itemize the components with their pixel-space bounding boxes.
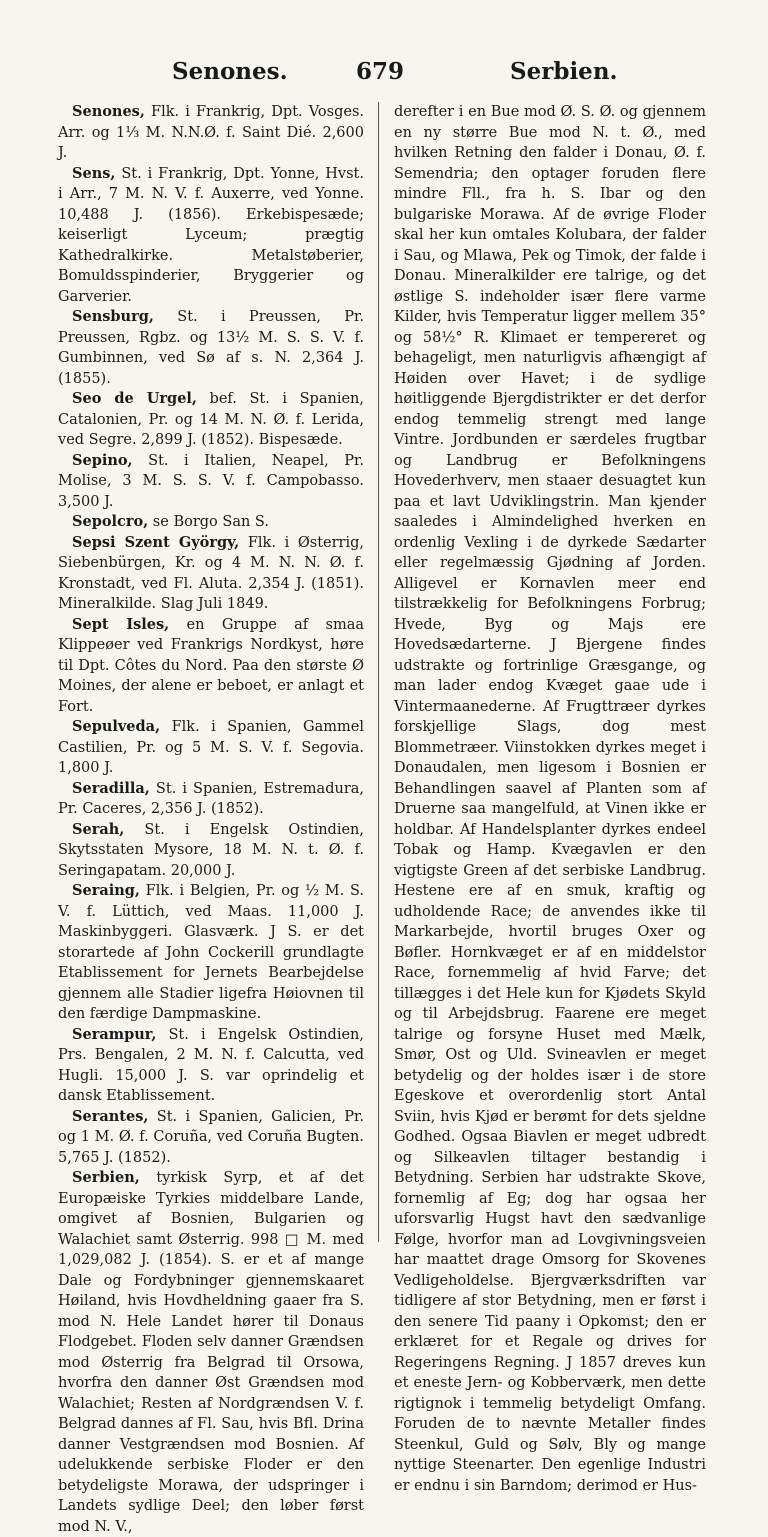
entry-sepulveda	[58, 717, 364, 779]
running-header	[0, 58, 768, 92]
entry-text: en Gruppe af smaa Klippeøer ved Frankrigs Nordkyst, høre til Dpt. Côtes du Nord. Paa den største Ø Moines, der alene er beboet, er anlagt et Fort.	[58, 616, 364, 715]
serbien-continuation: derefter i en Bue mod Ø. S. Ø. og gjennem en ny større Bue mod N. t. Ø., med hvilken Retning den falder i Donau, Ø. f. Semendria; den optager foruden flere mindre Fll., fra h. S. Ibar og den bulgariske Morawa. Af de øvrige Floder skal her kun omtales Kolubara, der falder i Sau, og Mlawa, Pek og Timok, der falde i Donau. Mineralkilder ere talrige, og det østlige S. indeholder især flere varme Kilder, hvis Temperatur ligger mellem 35° og 58½° R. Klimaet er tempereret og behageligt, men naturligvis afhængigt af Høiden over Havet; i de sydlige høitliggende Bjergdistrikter er det derfor endog temmelig strengt med lange Vintre. Jordbunden er særdeles frugtbar og Landbrug er Befolkningens Hovederhverv, men staaer desuagtet kun paa et lavt Udviklingstrin. Man kjender saaledes i Almindelighed hverken en ordenlig Vexling i de dyrkede Sædarter eller regelmæssig Gjødning af Jorden. Alligevel er Kornavlen meer end tilstrækkelig for Befolkningens Forbrug; Hvede, Byg og Majs ere Hovedsædarterne. J Bjergene findes udstrakte og fortrinlige Græsgange, og man lader endog Kvæget gaae ude i Vintermaanederne. Af Frugttræer dyrkes forskjellige Slags, dog mest Blommetræer. Viinstokken dyrkes meget i Donaudalen, men ligesom i Bosnien er Behandlingen saavel af Planten som af Druerne saa mangelfuld, at Vinen ikke er holdbar. Af Handelsplanter dyrkes endeel Tobak og Hamp. Kvægavlen er den vigtigste Green af det serbiske Landbrug. Hestene ere af en smuk, kraftig og udholdende Race; de anvendes ikke til Markarbejde, hvortil bruges Oxer og Bøfler. Hornkvæget er af en middelstor Race, fornemmelig af hvid Farve; det tillægges i det Hele kun for Kjødets Skyld og til Arbejdsbrug. Faarene ere meget talrige og forsyne Huset med Mælk, Smør, Ost og Uld. Svineavlen er meget betydelig og der holdes især i de store Egeskove et overordenlig stort Antal Sviin, hvis Kjød er berømt for dets sjeldne Godhed. Ogsaa Biavlen er meget udbredt og Silkeavlen tiltager bestandig i Betydning. Serbien har udstrakte Skove, fornemlig af Eg; dog har ogsaa her uforsvarlig Hugst havt den sædvanlige Følge, hvorfor man ad Lovgivningsveien har maattet drage Omsorg for Skovenes Vedligeholdelse. Bjergværksdriften var tidligere af stor Betydning, men er først i den senere Tid paany i Opkomst; den er erklæret for et Regale og drives for Regeringens Regning. J 1857 dreves kun et eneste Jern- og Kobberværk, men dette rigtignok i temmelig betydeligt Omfang. Foruden de to nævnte Metaller findes Steenkul, Guld og Sølv, Bly og mange nyttige Steenarter. Den egenlige Industri er endnu i sin Barndom; derimod er Hus-	[394, 104, 706, 1494]
headword: Sepsi Szent György,	[72, 533, 240, 551]
right-column	[394, 102, 706, 1494]
entry-sepsi-szent-gyorgy	[58, 533, 364, 615]
entry-text: St. i Engelsk Ostindien, Prs. Bengalen, 2 M. N. f. Calcutta, ved Hugli. 15,000 J. S. var oprindelig et dansk Etablissement.	[58, 1026, 364, 1104]
entry-sensburg	[58, 307, 364, 389]
entry-text: St. i Engelsk Ostindien, Skytsstaten Mysore, 18 M. N. t. Ø. f. Seringapatam. 20,000 J.	[58, 821, 364, 879]
headword: Sepulveda,	[72, 718, 161, 735]
entry-serantes	[58, 1107, 364, 1169]
headword: Senones,	[72, 103, 145, 120]
entry-serah	[58, 820, 364, 882]
headword: Sepolcro,	[72, 513, 149, 530]
entry-text: Flk. i Østerrig, Siebenbürgen, Kr. og 4 M. N. N. Ø. f. Kronstadt, ved Fl. Aluta. 2,354 J. (1851). Mineralkilde. Slag Juli 1849.	[58, 534, 365, 612]
entry-senones	[58, 102, 364, 164]
column-divider	[378, 102, 379, 1242]
entry-text: Flk. i Belgien, Pr. og ½ M. S. V. f. Lüttich, ved Maas. 11,000 J. Maskinbyggeri. Glasværk. J S. er det storartede af John Cockerill grundlagte Etablissement for Jernets Bearbejdelse gjennem alle Stadier ligefra Høiovnen til den færdige Dampmaskine.	[58, 883, 364, 1022]
headword: Sens,	[72, 164, 116, 182]
entry-text: bef. St. i Spanien, Catalonien, Pr. og 14 M. N. Ø. f. Lerida, ved Segre. 2,899 J. (1852). Bispesæde.	[58, 391, 364, 448]
entry-sepolcro	[58, 512, 364, 533]
entry-seraing	[58, 881, 364, 1025]
entry-serampur	[58, 1025, 364, 1107]
entry-text: St. i Frankrig, Dpt. Yonne, Hvst. i Arr., 7 M. N. V. f. Auxerre, ved Yonne. 10,488 J. (1856). Erkebispesæde; keiserligt Lyceum; prægtig Kathedralkirke. Metalstøberier, Bomuldsspinderier, Bryggerier og Garverier.	[58, 165, 364, 305]
headword: Sept Isles,	[72, 615, 170, 633]
headword: Serbien,	[72, 1169, 140, 1186]
entry-sept-isles	[58, 615, 364, 718]
headword: Serah,	[72, 820, 125, 838]
headword: Serantes,	[72, 1107, 149, 1125]
entry-text: St. i Spanien, Estremadura, Pr. Caceres, 2,356 J. (1852).	[58, 780, 364, 817]
entry-seradilla	[58, 779, 364, 820]
entry-text: Flk. i Frankrig, Dpt. Vosges. Arr. og 1⅓ M. N.N.Ø. f. Saint Dié. 2,600 J.	[58, 104, 364, 161]
headword: Seo de Urgel,	[72, 390, 197, 407]
entry-text: St. i Spanien, Galicien, Pr. og 1 M. Ø. f. Coruña, ved Coruña Bugten. 5,765 J. (1852).	[58, 1108, 364, 1166]
entry-text: St. i Preussen, Pr. Preussen, Rgbz. og 13½ M. S. S. V. f. Gumbinnen, ved Sø af s. N. 2,364 J. (1855).	[58, 309, 364, 387]
headword: Sepino,	[72, 451, 133, 469]
entry-text: Flk. i Spanien, Gammel Castilien, Pr. og 5 M. S. V. f. Segovia. 1,800 J.	[58, 719, 364, 776]
page-number: 679	[356, 58, 405, 85]
entry-text: St. i Italien, Neapel, Pr. Molise, 3 M. S. S. V. f. Campobasso. 3,500 J.	[58, 452, 364, 510]
entry-sens	[58, 164, 364, 308]
entry-serbien	[58, 1168, 364, 1537]
header-right-keyword: Serbien.	[510, 58, 618, 85]
headword: Serampur,	[72, 1025, 157, 1043]
entry-text: se Borgo San S.	[148, 514, 269, 530]
headword: Seraing,	[72, 882, 140, 899]
left-column	[58, 102, 365, 1535]
headword: Sensburg,	[72, 308, 154, 325]
entry-text: tyrkisk Syrp, et af det Europæiske Tyrkies middelbare Lande, omgivet af Bosnien, Bulgarien og Walachiet samt Østerrig. 998 □ M. med 1,029,082 J. (1854). S. er et af mange Dale og Fordybninger gjennemskaaret Høiland, hvis Hovdheldning gaaer fra S. mod N. Hele Landet hører til Donaus Flodgebet. Floden selv danner Grændsen mod Østerrig fra Belgrad til Orsowa, hvorfra den danner Øst Grændsen mod Walachiet; Resten af Nordgrændsen V. f. Belgrad dannes af Fl. Sau, hvis Bfl. Drina danner Vestgrændsen mod Bosnien. Af udelukkende serbiske Floder er den betydeligste Morawa, der udspringer i Landets sydlige Deel; den løber først mod N. V.,	[58, 1170, 364, 1535]
entry-seo-de-urgel	[58, 389, 364, 451]
entry-sepino	[58, 451, 364, 513]
headword: Seradilla,	[72, 779, 150, 797]
header-left-keyword: Senones.	[172, 58, 288, 85]
